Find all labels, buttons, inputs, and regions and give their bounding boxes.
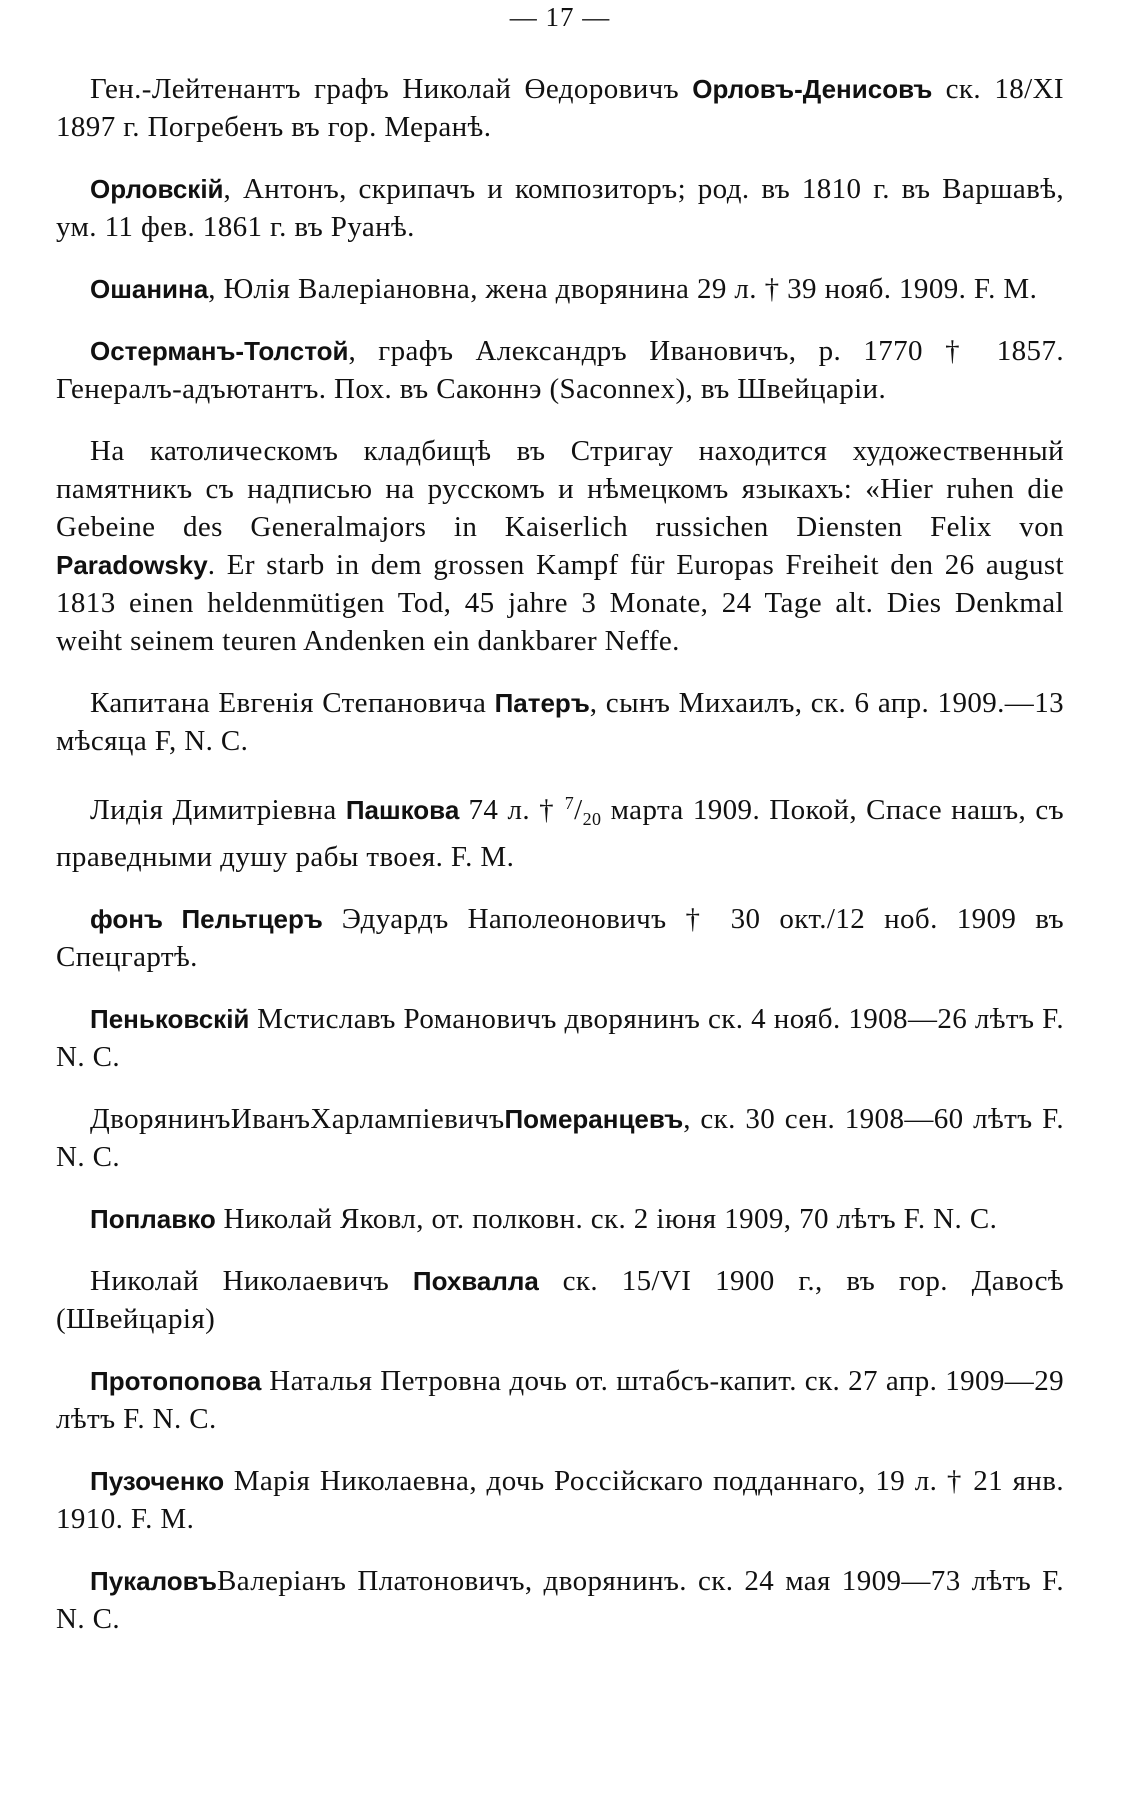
date-fraction-numerator: 7 (564, 793, 575, 813)
entry-text: Эдуардъ Наполеоновичъ † 30 окт./12 ноб. 1909 въ Спецгартѣ. (56, 903, 1065, 973)
entry-orlov-denisov (56, 70, 1064, 146)
entry-surname: Остерманъ-Толстой (90, 336, 349, 366)
date-fraction-denominator: 20 (582, 809, 602, 829)
entry-pashkova: Лидія Димитріевна Пашкова 74 л. † $^7/_{20}$ марта 1909. Покой, Спасе нашъ, съ праведными душу рабы твоея. F. M. (56, 793, 1064, 873)
entry-text: Николай Яковл, от. полковн. ск. 2 іюня 1909, 70 лѣтъ F. N. C. (215, 1203, 998, 1235)
entry-text: Валеріанъ Платоновичъ, дворянинъ. ск. 24 мая 1909—73 лѣтъ F. N. C. (56, 1565, 1064, 1635)
entry-surname: Померанцевъ (504, 1104, 684, 1134)
entry-surname: Похвалла (412, 1266, 539, 1296)
entry-text: Ген.-Лейтенантъ графъ Николай Өедоровичъ (90, 73, 693, 105)
entry-pater (56, 684, 1064, 760)
entry-poplavko (56, 1200, 1064, 1238)
entry-surname: Патеръ (494, 688, 590, 718)
entry-surname: фонъ Пельтцеръ (90, 904, 323, 934)
entry-text: , ск. 30 сен. 1908—60 лѣтъ F. N. C. (56, 1103, 1064, 1173)
entry-surname: Орловъ-Денисовъ (692, 74, 933, 104)
entry-protopopova (56, 1362, 1064, 1438)
entry-surname: Поплавко (90, 1204, 216, 1234)
entry-peltzer (56, 900, 1064, 976)
entry-text: , сынъ Михаилъ, ск. 6 апр. 1909.—13 мѣсяца F, N. C. (56, 687, 1064, 757)
entry-text: На католическомъ кладбищѣ въ Стригау находится художественный памятникъ съ надписью на русскомъ и нѣмецкомъ языкахъ: «Hier ruhen die Gebeine des Generalmajors in Kaiserlich russichen Diensten Felix von (56, 435, 1064, 543)
entry-text: Лидія Димитріевна (90, 794, 346, 826)
entry-puzochenko (56, 1462, 1064, 1538)
entry-text: Капитана Евгенія Степановича (90, 687, 495, 719)
entry-orlovsky (56, 170, 1064, 246)
entry-text: ДворянинъИванъХарлампіевичъ (90, 1103, 505, 1135)
entry-text: ск. 18/XI 1897 г. Погребенъ въ гор. Меранѣ. (56, 73, 1064, 143)
entry-pomerantsev (56, 1100, 1064, 1176)
entry-surname: Пашкова (345, 795, 460, 825)
entry-text: ск. 15/VI 1900 г., въ гор. Давосѣ (Швейцарія) (56, 1265, 1065, 1335)
entry-osterman-tolstoy (56, 332, 1064, 408)
entry-text: марта 1909. Покой, Спасе нашъ, съ праведными душу рабы твоея. F. M. (56, 794, 1064, 873)
entry-surname: Paradowsky (56, 550, 208, 580)
entry-surname: Пеньковскій (90, 1004, 250, 1034)
entry-text: 74 л. † (459, 794, 565, 826)
entry-paradowsky (56, 432, 1064, 660)
entry-oshanina (56, 270, 1064, 308)
entry-surname: Пукаловъ (90, 1566, 217, 1596)
entry-pukalov (56, 1562, 1064, 1638)
entry-text: Николай Николаевичъ (90, 1265, 413, 1297)
entry-surname: Протопопова (90, 1366, 262, 1396)
entry-text: . Er starb in dem grossen Kampf für Europas Freiheit den 26 august 1813 einen heldenmütigen Tod, 45 jahre 3 Monate, 24 Tage alt. Dies Denkmal weiht seinem teuren Andenken ein dankbarer Neffe. (56, 549, 1064, 657)
entries-list (56, 70, 1064, 1638)
entry-surname: Орловскій (90, 174, 224, 204)
entry-text: Мстиславъ Романовичъ дворянинъ ск. 4 нояб. 1908—26 лѣтъ F. N. C. (56, 1003, 1064, 1073)
page-number: — 17 — (509, 2, 611, 32)
entry-text: Наталья Петровна дочь от. штабсъ-капит. ск. 27 апр. 1909—29 лѣтъ F. N. C. (56, 1365, 1064, 1435)
entry-surname: Ошанина (90, 274, 209, 304)
entry-pokhvalla (56, 1262, 1064, 1338)
entry-surname: Пузоченко (90, 1466, 225, 1496)
entry-text: Марія Николаевна, дочь Россійскаго подданнаго, 19 л. † 21 янв. 1910. F. M. (56, 1465, 1064, 1535)
entry-text: , графъ Александръ Ивановичъ, р. 1770 † 1857. Генералъ-адъютантъ. Пох. въ Саконнэ (Saconnex), въ Швейцаріи. (56, 335, 1064, 405)
entry-text: , Антонъ, скрипачъ и композиторъ; род. въ 1810 г. въ Варшавѣ, ум. 11 фев. 1861 г. въ Руанѣ. (56, 173, 1064, 243)
entry-text: , Юлія Валеріановна, жена дворянина 29 л. † 39 нояб. 1909. F. M. (208, 273, 1038, 305)
entry-penkovsky (56, 1000, 1064, 1076)
